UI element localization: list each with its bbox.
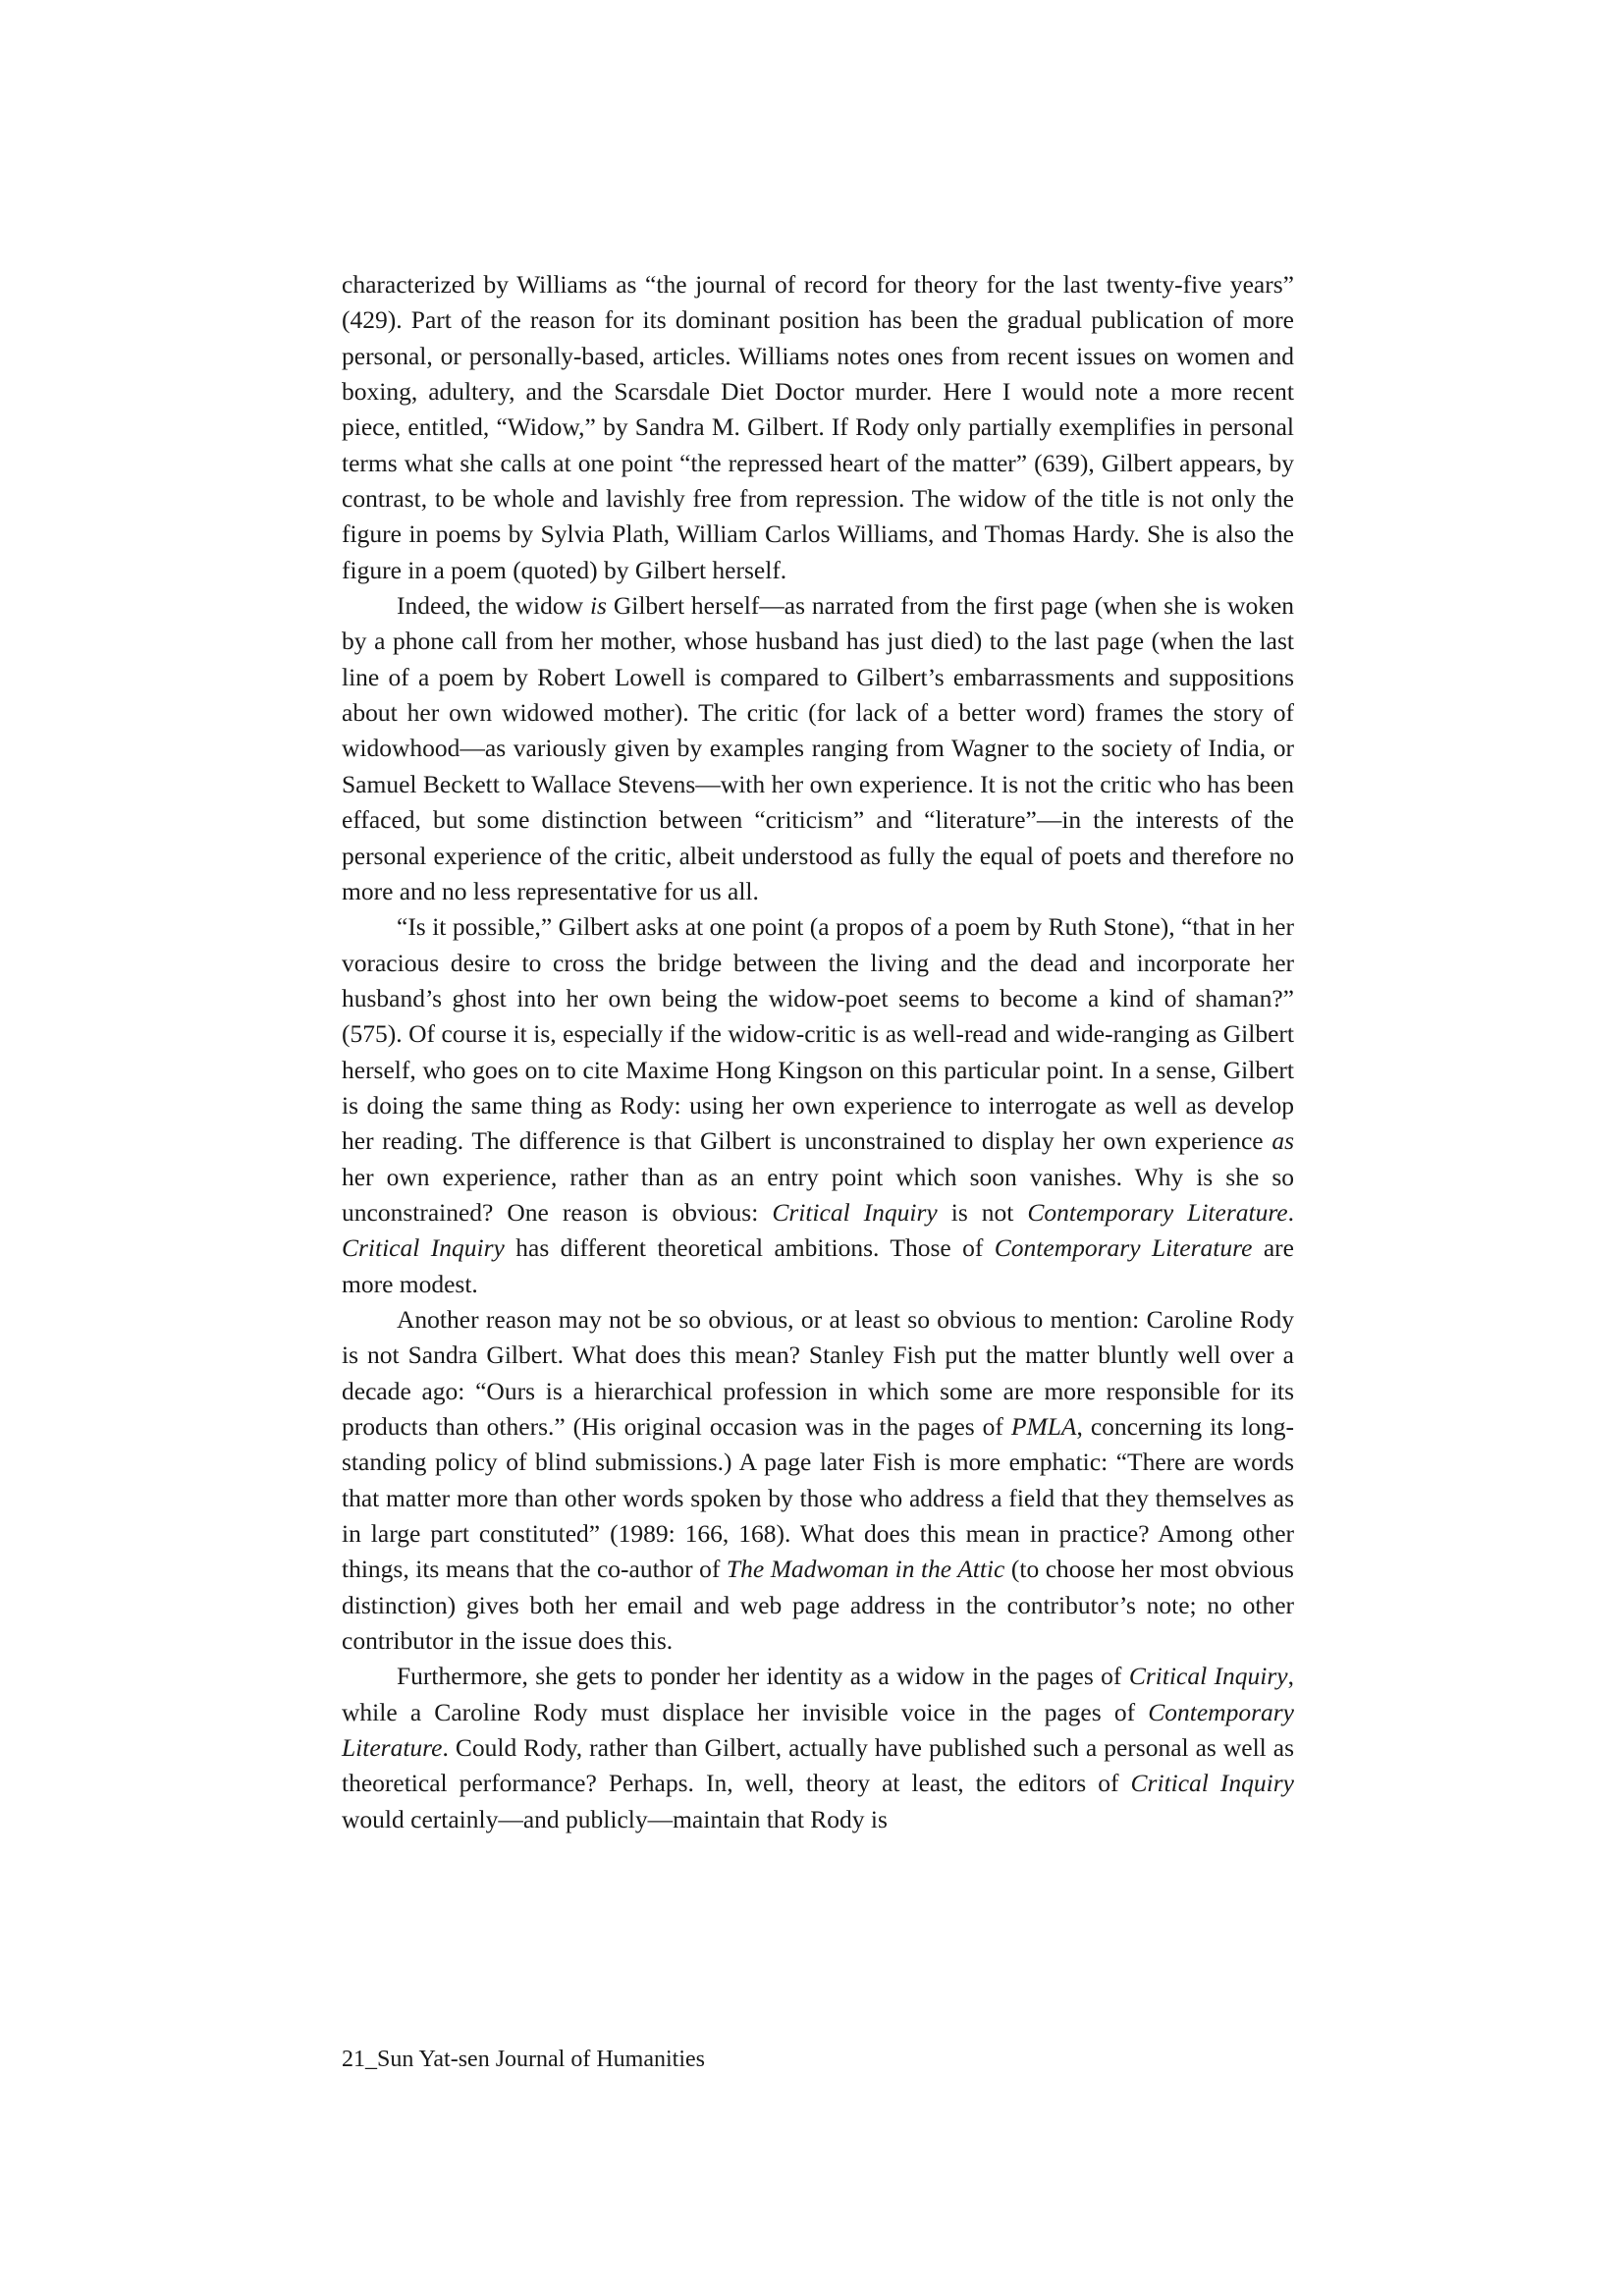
text-run: . Could Rody, rather than Gilbert, actually have published such a personal as well as theoretical performance? Perhaps. In, well, theory at least, the editors of xyxy=(342,1733,1294,1798)
italic-run: is xyxy=(589,591,607,621)
paragraph-5 xyxy=(342,1659,1294,1837)
text-run: are more modest. xyxy=(342,1233,1294,1298)
text-run: (to choose her most obvious distinction) gives both her email and web page address in the contributor’s note; no other contributor in the issue does this. xyxy=(342,1555,1294,1656)
paragraph-2 xyxy=(342,588,1294,909)
italic-run: Critical Inquiry xyxy=(342,1233,505,1263)
italic-run: Contemporary Literature xyxy=(994,1233,1253,1263)
text-run: Gilbert herself—as narrated from the first page (when she is woken by a phone call from her mother, whose husband has just died) to the last page (when the last line of a poem by Robert Lowell is compared to Gilbert’s embarrassments and suppositions about her own widowed mother). The critic (for lack of a better word) frames the story of widowhood—as variously given by examples ranging from Wagner to the society of India, or Samuel Beckett to Wallace Stevens—with her own experience. It is not the critic who has been effaced, but some distinction between “criticism” and “literature”—in the interests of the personal experience of the critic, albeit understood as fully the equal of poets and therefore no more and no less representative for us all. xyxy=(342,591,1295,905)
text-run: Indeed, the widow xyxy=(397,591,590,621)
paragraph-3 xyxy=(342,909,1294,1302)
italic-run: The Madwoman in the Attic xyxy=(726,1555,1005,1584)
italic-run: Contemporary Literature xyxy=(342,1697,1294,1763)
italic-run: Contemporary Literature xyxy=(1027,1197,1288,1227)
italic-run: as xyxy=(1271,1126,1294,1156)
text-run: Another reason may not be so obvious, or at least so obvious to mention: Caroline Rody is not Sandra Gilbert. What does this mean? Stanley Fish put the matter bluntly well over a decade ago: “Ours is a hierarchical profession in which some are more responsible for its products than others.” (His original occasion was in the pages of xyxy=(342,1304,1294,1441)
italic-run: PMLA xyxy=(1010,1412,1077,1441)
paragraph-1 xyxy=(342,267,1294,588)
text-run: “Is it possible,” Gilbert asks at one point (a propos of a poem by Ruth Stone), “that in her voracious desire to cross the bridge between the living and the dead and incorporate her husband’s ghost into her own being the widow-poet seems to become a kind of shaman?” (575). Of course it is, especially if the widow-critic is as well-read and wide-ranging as Gilbert herself, who goes on to cite Maxime Hong Kingson on this particular point. In a sense, Gilbert is doing the same thing as Rody: using her own experience to interrogate as well as develop her reading. The difference is that Gilbert is unconstrained to display her own experience xyxy=(342,912,1294,1156)
paragraph-4 xyxy=(342,1302,1294,1659)
text-run: would certainly—and publicly—maintain that Rody is xyxy=(342,1804,888,1833)
text-run: is not xyxy=(937,1197,1028,1227)
text-run: Furthermore, she gets to ponder her identity as a widow in the pages of xyxy=(397,1662,1129,1691)
text-run: her own experience, rather than as an entry point which soon vanishes. Why is she so unconstrained? One reason is obvious: xyxy=(342,1162,1294,1227)
text-run: characterized by Williams as “the journal of record for theory for the last twenty-five years” (429). Part of the reason for its dominant position has been the gradual publication of more personal, or personally-based, articles. Williams notes ones from recent issues on women and boxing, adultery, and the Scarsdale Diet Doctor murder. Here I would note a more recent piece, entitled, “Widow,” by Sandra M. Gilbert. If Rody only partially exemplifies in personal terms what she calls at one point “the repressed heart of the matter” (639), Gilbert appears, by contrast, to be whole and lavishly free from repression. The widow of the title is not only the figure in poems by Sylvia Plath, William Carlos Williams, and Thomas Hardy. She is also the figure in a poem (quoted) by Gilbert herself. xyxy=(342,270,1294,584)
text-run: , while a Caroline Rody must displace her invisible voice in the pages of xyxy=(342,1662,1294,1726)
page-footer: 21_Sun Yat-sen Journal of Humanities xyxy=(342,2047,705,2072)
italic-run: Critical Inquiry xyxy=(1130,1769,1294,1798)
italic-run: Critical Inquiry xyxy=(1128,1662,1288,1691)
body-text xyxy=(342,267,1294,1837)
text-run: , concerning its long-standing policy of blind submissions.) A page later Fish is more emphatic: “There are words that matter more than other words spoken by those who address a field that they themselves as in large part constituted” (1989: 166, 168). What does this mean in practice? Among other things, its means that the co-author of xyxy=(342,1412,1294,1584)
text-run: has different theoretical ambitions. Those of xyxy=(504,1233,995,1263)
text-run: . xyxy=(1287,1197,1294,1227)
italic-run: Critical Inquiry xyxy=(772,1197,938,1227)
